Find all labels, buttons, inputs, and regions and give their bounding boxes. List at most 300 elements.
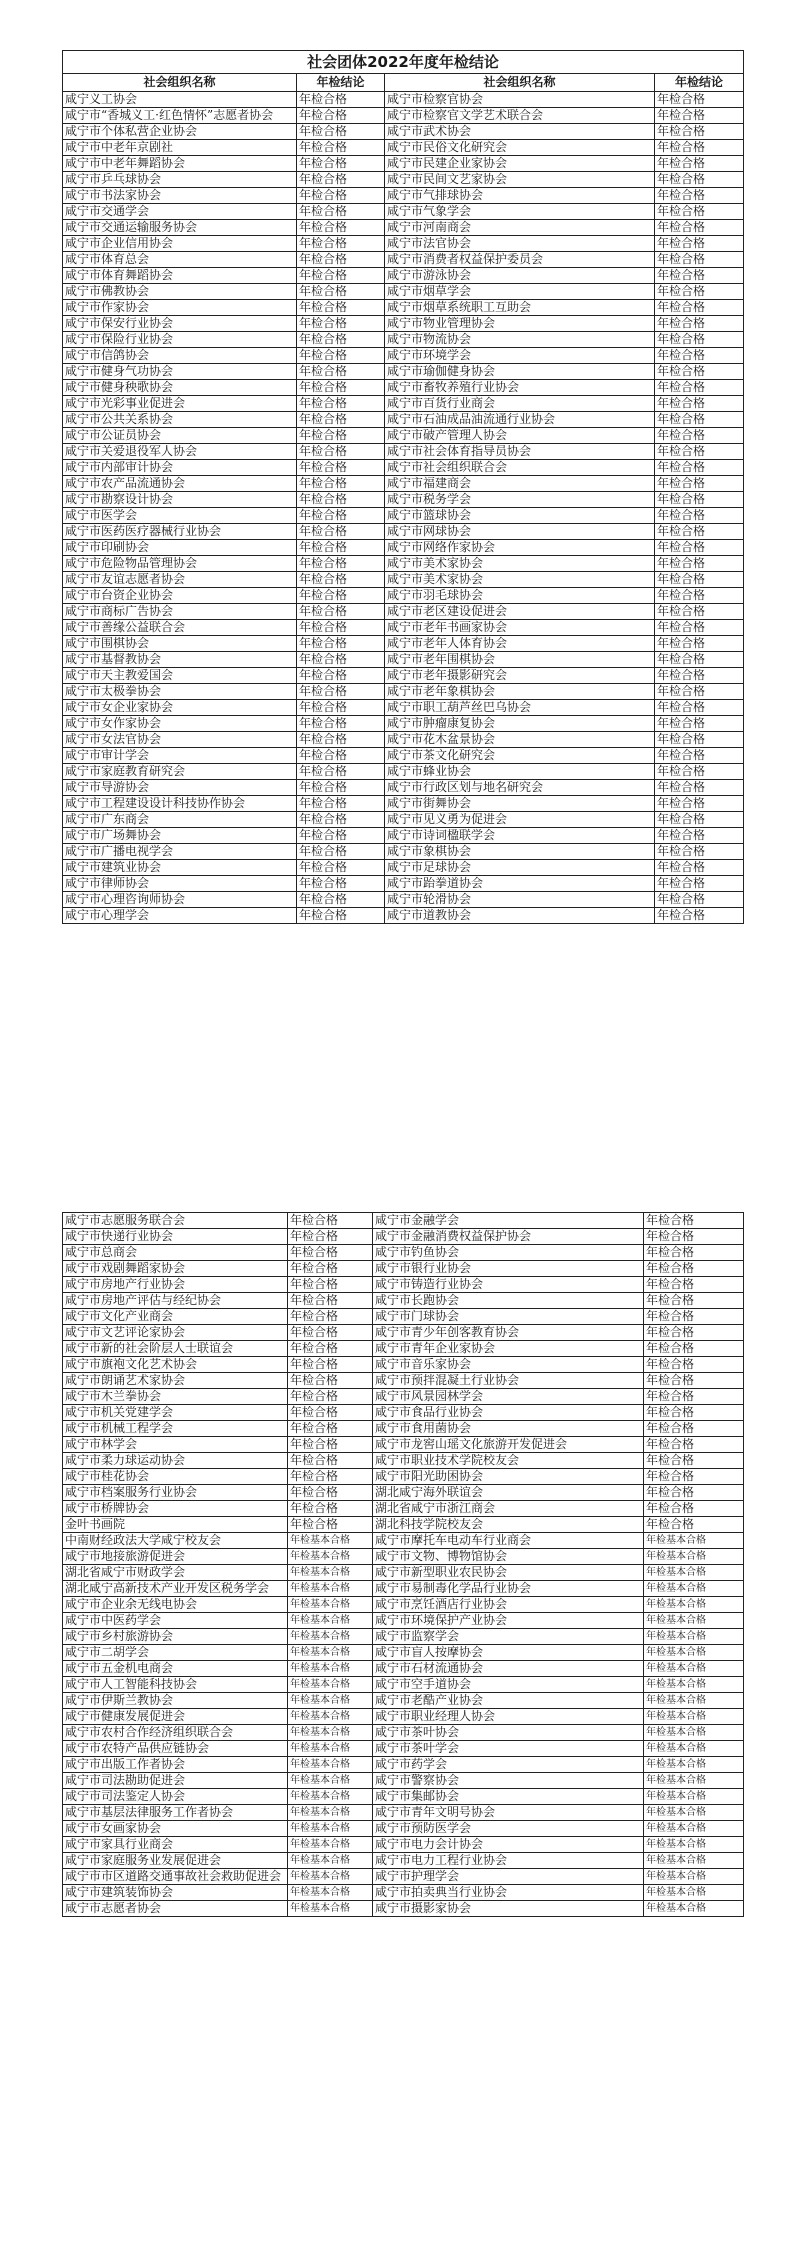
result-cell: 年检合格 xyxy=(655,492,744,508)
result-cell: 年检合格 xyxy=(288,1437,373,1453)
table-row xyxy=(63,1309,744,1325)
table-row xyxy=(63,1245,744,1261)
org-name-cell: 咸宁市检察官协会 xyxy=(385,92,655,108)
org-name-cell: 咸宁市房地产行业协会 xyxy=(63,1277,288,1293)
org-name-cell: 咸宁市社会组织联合会 xyxy=(385,460,655,476)
result-cell: 年检基本合格 xyxy=(644,1693,744,1709)
org-name-cell: 咸宁市食用菌协会 xyxy=(373,1421,644,1437)
result-cell: 年检合格 xyxy=(644,1501,744,1517)
annual-inspection-table-2 xyxy=(62,1212,744,1917)
result-cell: 年检合格 xyxy=(297,716,385,732)
table-row xyxy=(63,412,744,428)
table-row xyxy=(63,316,744,332)
table-row xyxy=(63,812,744,828)
table-row xyxy=(63,556,744,572)
result-cell: 年检合格 xyxy=(655,684,744,700)
result-cell: 年检合格 xyxy=(288,1341,373,1357)
result-cell: 年检合格 xyxy=(644,1229,744,1245)
table-row xyxy=(63,332,744,348)
org-name-cell: 咸宁市民间文艺家协会 xyxy=(385,172,655,188)
table-row xyxy=(63,1645,744,1661)
org-name-cell: 咸宁市老酷产业协会 xyxy=(373,1693,644,1709)
org-name-cell: 咸宁市木兰拳协会 xyxy=(63,1389,288,1405)
org-name-cell: 咸宁市总商会 xyxy=(63,1245,288,1261)
org-name-cell: 咸宁市文化产业商会 xyxy=(63,1309,288,1325)
result-cell: 年检合格 xyxy=(297,508,385,524)
table-row xyxy=(63,1709,744,1725)
result-cell: 年检合格 xyxy=(655,748,744,764)
result-cell: 年检基本合格 xyxy=(288,1741,373,1757)
org-name-cell: 咸宁市预防医学会 xyxy=(373,1821,644,1837)
result-cell: 年检基本合格 xyxy=(644,1597,744,1613)
table-row xyxy=(63,604,744,620)
result-cell: 年检合格 xyxy=(288,1309,373,1325)
org-name-cell: 咸宁市乡村旅游协会 xyxy=(63,1629,288,1645)
result-cell: 年检基本合格 xyxy=(288,1837,373,1853)
org-name-cell: 咸宁市朗诵艺术家协会 xyxy=(63,1373,288,1389)
org-name-cell: 咸宁市老年摄影研究会 xyxy=(385,668,655,684)
result-cell: 年检合格 xyxy=(655,412,744,428)
table-row xyxy=(63,780,744,796)
result-cell: 年检合格 xyxy=(297,364,385,380)
result-cell: 年检合格 xyxy=(655,796,744,812)
table-row xyxy=(63,1853,744,1869)
table-row xyxy=(63,492,744,508)
table-row xyxy=(63,1773,744,1789)
table-row xyxy=(63,1389,744,1405)
org-name-cell: 咸宁市家庭服务业发展促进会 xyxy=(63,1853,288,1869)
result-cell: 年检合格 xyxy=(655,668,744,684)
org-name-cell: 咸宁市石材流通协会 xyxy=(373,1661,644,1677)
org-name-cell: 咸宁市药学会 xyxy=(373,1757,644,1773)
org-name-cell: 咸宁市企业信用协会 xyxy=(63,236,297,252)
result-cell: 年检合格 xyxy=(655,556,744,572)
org-name-cell: 咸宁市家庭教育研究会 xyxy=(63,764,297,780)
org-name-cell: 咸宁市盲人按摩协会 xyxy=(373,1645,644,1661)
org-name-cell: 咸宁市瑜伽健身协会 xyxy=(385,364,655,380)
org-name-cell: 咸宁市警察协会 xyxy=(373,1773,644,1789)
org-name-cell: 咸宁市林学会 xyxy=(63,1437,288,1453)
org-name-cell: 咸宁市书法家协会 xyxy=(63,188,297,204)
org-name-cell: 咸宁市健身气功协会 xyxy=(63,364,297,380)
org-name-cell: 咸宁市中老年舞蹈协会 xyxy=(63,156,297,172)
org-name-cell: 咸宁市金融学会 xyxy=(373,1213,644,1229)
org-name-cell: 咸宁市社会体育指导员协会 xyxy=(385,444,655,460)
org-name-cell: 咸宁市农产品流通协会 xyxy=(63,476,297,492)
org-name-cell: 咸宁市电力工程行业协会 xyxy=(373,1853,644,1869)
table-row xyxy=(63,588,744,604)
org-name-cell: 咸宁市志愿服务联合会 xyxy=(63,1213,288,1229)
table-row xyxy=(63,1885,744,1901)
org-name-cell: 咸宁市食品行业协会 xyxy=(373,1405,644,1421)
result-cell: 年检合格 xyxy=(655,156,744,172)
result-cell: 年检基本合格 xyxy=(644,1677,744,1693)
org-name-cell: 咸宁市职业技术学院校友会 xyxy=(373,1453,644,1469)
org-name-cell: 咸宁市广东商会 xyxy=(63,812,297,828)
header-org-name: 社会组织名称 xyxy=(385,74,655,92)
org-name-cell: 咸宁市桥牌协会 xyxy=(63,1501,288,1517)
result-cell: 年检合格 xyxy=(297,124,385,140)
title-row xyxy=(63,51,744,74)
org-name-cell: 咸宁市铸造行业协会 xyxy=(373,1277,644,1293)
result-cell: 年检基本合格 xyxy=(644,1853,744,1869)
result-cell: 年检合格 xyxy=(297,236,385,252)
result-cell: 年检合格 xyxy=(297,332,385,348)
result-cell: 年检基本合格 xyxy=(644,1773,744,1789)
result-cell: 年检合格 xyxy=(297,892,385,908)
result-cell: 年检合格 xyxy=(655,92,744,108)
table-row xyxy=(63,140,744,156)
org-name-cell: 咸宁市茶叶协会 xyxy=(373,1725,644,1741)
result-cell: 年检合格 xyxy=(288,1357,373,1373)
table-row xyxy=(63,1485,744,1501)
result-cell: 年检合格 xyxy=(297,524,385,540)
result-cell: 年检基本合格 xyxy=(644,1869,744,1885)
org-name-cell: 咸宁市导游协会 xyxy=(63,780,297,796)
org-name-cell: 咸宁市保险行业协会 xyxy=(63,332,297,348)
result-cell: 年检合格 xyxy=(644,1293,744,1309)
org-name-cell: 咸宁市光彩事业促进会 xyxy=(63,396,297,412)
result-cell: 年检基本合格 xyxy=(288,1773,373,1789)
result-cell: 年检合格 xyxy=(288,1389,373,1405)
table-row xyxy=(63,188,744,204)
result-cell: 年检合格 xyxy=(655,540,744,556)
org-name-cell: 咸宁市出版工作者协会 xyxy=(63,1757,288,1773)
result-cell: 年检合格 xyxy=(655,396,744,412)
table-row xyxy=(63,396,744,412)
org-name-cell: 咸宁市机械工程学会 xyxy=(63,1421,288,1437)
header-result: 年检结论 xyxy=(297,74,385,92)
result-cell: 年检合格 xyxy=(655,844,744,860)
result-cell: 年检基本合格 xyxy=(644,1821,744,1837)
org-name-cell: 湖北咸宁海外联谊会 xyxy=(373,1485,644,1501)
org-name-cell: 咸宁市石油成品油流通行业协会 xyxy=(385,412,655,428)
table-row xyxy=(63,1549,744,1565)
result-cell: 年检合格 xyxy=(297,492,385,508)
org-name-cell: 咸宁市作家协会 xyxy=(63,300,297,316)
result-cell: 年检合格 xyxy=(297,428,385,444)
result-cell: 年检合格 xyxy=(297,620,385,636)
org-name-cell: 咸宁市民俗文化研究会 xyxy=(385,140,655,156)
org-name-cell: 咸宁市网球协会 xyxy=(385,524,655,540)
org-name-cell: 咸宁市跆拳道协会 xyxy=(385,876,655,892)
table-row xyxy=(63,1661,744,1677)
org-name-cell: 咸宁市新型职业农民协会 xyxy=(373,1565,644,1581)
table-row xyxy=(63,444,744,460)
org-name-cell: 咸宁市烹饪酒店行业协会 xyxy=(373,1597,644,1613)
result-cell: 年检合格 xyxy=(297,796,385,812)
result-cell: 年检基本合格 xyxy=(288,1533,373,1549)
result-cell: 年检合格 xyxy=(297,572,385,588)
org-name-cell: 咸宁市易制毒化学品行业协会 xyxy=(373,1581,644,1597)
table-row xyxy=(63,1453,744,1469)
org-name-cell: 咸宁市天主教爱国会 xyxy=(63,668,297,684)
result-cell: 年检合格 xyxy=(297,380,385,396)
result-cell: 年检合格 xyxy=(655,700,744,716)
result-cell: 年检合格 xyxy=(297,300,385,316)
org-name-cell: 咸宁市门球协会 xyxy=(373,1309,644,1325)
org-name-cell: 咸宁市茶文化研究会 xyxy=(385,748,655,764)
org-name-cell: 咸宁市新的社会阶层人士联谊会 xyxy=(63,1341,288,1357)
result-cell: 年检合格 xyxy=(297,684,385,700)
org-name-cell: 咸宁市福建商会 xyxy=(385,476,655,492)
result-cell: 年检基本合格 xyxy=(644,1837,744,1853)
table-row xyxy=(63,908,744,924)
result-cell: 年检基本合格 xyxy=(288,1613,373,1629)
result-cell: 年检合格 xyxy=(297,172,385,188)
result-cell: 年检合格 xyxy=(644,1341,744,1357)
org-name-cell: 咸宁市音乐家协会 xyxy=(373,1357,644,1373)
result-cell: 年检合格 xyxy=(655,188,744,204)
org-name-cell: 咸宁市阳光助困协会 xyxy=(373,1469,644,1485)
result-cell: 年检合格 xyxy=(644,1485,744,1501)
result-cell: 年检合格 xyxy=(297,636,385,652)
org-name-cell: 咸宁市交通运输服务协会 xyxy=(63,220,297,236)
org-name-cell: 咸宁市体育总会 xyxy=(63,252,297,268)
result-cell: 年检基本合格 xyxy=(644,1741,744,1757)
result-cell: 年检合格 xyxy=(655,204,744,220)
result-cell: 年检合格 xyxy=(644,1389,744,1405)
org-name-cell: 咸宁市医药医疗器械行业协会 xyxy=(63,524,297,540)
result-cell: 年检基本合格 xyxy=(644,1645,744,1661)
result-cell: 年检基本合格 xyxy=(288,1565,373,1581)
org-name-cell: 咸宁市女企业家协会 xyxy=(63,700,297,716)
result-cell: 年检合格 xyxy=(297,268,385,284)
table-row xyxy=(63,1405,744,1421)
result-cell: 年检合格 xyxy=(655,236,744,252)
result-cell: 年检合格 xyxy=(644,1277,744,1293)
result-cell: 年检基本合格 xyxy=(288,1597,373,1613)
result-cell: 年检合格 xyxy=(644,1245,744,1261)
result-cell: 年检合格 xyxy=(655,524,744,540)
table-row xyxy=(63,1373,744,1389)
table-row xyxy=(63,1469,744,1485)
result-cell: 年检基本合格 xyxy=(288,1885,373,1901)
org-name-cell: 咸宁市司法勘助促进会 xyxy=(63,1773,288,1789)
result-cell: 年检合格 xyxy=(288,1421,373,1437)
org-name-cell: 咸宁市建筑装饰协会 xyxy=(63,1885,288,1901)
result-cell: 年检合格 xyxy=(288,1469,373,1485)
result-cell: 年检合格 xyxy=(655,508,744,524)
org-name-cell: 咸宁市轮滑协会 xyxy=(385,892,655,908)
table-row xyxy=(63,236,744,252)
org-name-cell: 咸宁市桂花协会 xyxy=(63,1469,288,1485)
result-cell: 年检合格 xyxy=(297,476,385,492)
result-cell: 年检合格 xyxy=(297,588,385,604)
result-cell: 年检基本合格 xyxy=(644,1581,744,1597)
result-cell: 年检合格 xyxy=(655,476,744,492)
org-name-cell: 咸宁市摩托车电动车行业商会 xyxy=(373,1533,644,1549)
org-name-cell: 咸宁市烟草系统职工互助会 xyxy=(385,300,655,316)
org-name-cell: 咸宁市监察学会 xyxy=(373,1629,644,1645)
org-name-cell: 咸宁市旗袍文化艺术协会 xyxy=(63,1357,288,1373)
table-row xyxy=(63,1533,744,1549)
org-name-cell: 咸宁市篮球协会 xyxy=(385,508,655,524)
result-cell: 年检合格 xyxy=(644,1421,744,1437)
result-cell: 年检合格 xyxy=(655,364,744,380)
result-cell: 年检基本合格 xyxy=(288,1725,373,1741)
org-name-cell: 咸宁市钓鱼协会 xyxy=(373,1245,644,1261)
org-name-cell: 咸宁市物业管理协会 xyxy=(385,316,655,332)
table-row xyxy=(63,1229,744,1245)
org-name-cell: 咸宁市青年文明号协会 xyxy=(373,1805,644,1821)
result-cell: 年检基本合格 xyxy=(644,1629,744,1645)
org-name-cell: 咸宁市街舞协会 xyxy=(385,796,655,812)
org-name-cell: 咸宁市交通学会 xyxy=(63,204,297,220)
result-cell: 年检合格 xyxy=(655,428,744,444)
org-name-cell: 咸宁市税务学会 xyxy=(385,492,655,508)
org-name-cell: 咸宁市柔力球运动协会 xyxy=(63,1453,288,1469)
org-name-cell: 咸宁市医学会 xyxy=(63,508,297,524)
result-cell: 年检合格 xyxy=(655,268,744,284)
table-row xyxy=(63,1293,744,1309)
result-cell: 年检合格 xyxy=(297,204,385,220)
org-name-cell: 咸宁市体育舞蹈协会 xyxy=(63,268,297,284)
org-name-cell: 咸宁市预拌混凝土行业协会 xyxy=(373,1373,644,1389)
org-name-cell: 咸宁市老区建设促进会 xyxy=(385,604,655,620)
table-row xyxy=(63,108,744,124)
org-name-cell: 咸宁市烟草学会 xyxy=(385,284,655,300)
result-cell: 年检合格 xyxy=(655,652,744,668)
table-row xyxy=(63,1725,744,1741)
table-row xyxy=(63,764,744,780)
table-row xyxy=(63,364,744,380)
table-row xyxy=(63,1869,744,1885)
result-cell: 年检合格 xyxy=(297,540,385,556)
org-name-cell: 咸宁市美术家协会 xyxy=(385,572,655,588)
result-cell: 年检合格 xyxy=(644,1325,744,1341)
result-cell: 年检合格 xyxy=(297,604,385,620)
org-name-cell: 咸宁市青少年创客教育协会 xyxy=(373,1325,644,1341)
header-row xyxy=(63,74,744,92)
table-row xyxy=(63,668,744,684)
result-cell: 年检合格 xyxy=(288,1293,373,1309)
org-name-cell: 咸宁市广播电视学会 xyxy=(63,844,297,860)
org-name-cell: 咸宁市人工智能科技协会 xyxy=(63,1677,288,1693)
org-name-cell: 咸宁市个体私营企业协会 xyxy=(63,124,297,140)
table-row xyxy=(63,268,744,284)
result-cell: 年检合格 xyxy=(297,188,385,204)
org-name-cell: 咸宁市农村合作经济组织联合会 xyxy=(63,1725,288,1741)
annual-inspection-table-1 xyxy=(62,50,744,924)
table-row xyxy=(63,92,744,108)
result-cell: 年检基本合格 xyxy=(644,1613,744,1629)
org-name-cell: 咸宁市气象学会 xyxy=(385,204,655,220)
header-org-name: 社会组织名称 xyxy=(63,74,297,92)
table-row xyxy=(63,1437,744,1453)
result-cell: 年检合格 xyxy=(655,764,744,780)
org-name-cell: 咸宁市美术家协会 xyxy=(385,556,655,572)
table-row xyxy=(63,220,744,236)
result-cell: 年检合格 xyxy=(288,1405,373,1421)
table-row xyxy=(63,172,744,188)
result-cell: 年检合格 xyxy=(644,1437,744,1453)
table-row xyxy=(63,380,744,396)
result-cell: 年检合格 xyxy=(655,172,744,188)
table-row xyxy=(63,476,744,492)
result-cell: 年检合格 xyxy=(297,876,385,892)
table-row xyxy=(63,156,744,172)
org-name-cell: 咸宁市广场舞协会 xyxy=(63,828,297,844)
org-name-cell: 咸宁市银行业协会 xyxy=(373,1261,644,1277)
result-cell: 年检合格 xyxy=(297,860,385,876)
org-name-cell: 咸宁市五金机电商会 xyxy=(63,1661,288,1677)
org-name-cell: 咸宁市民建企业家协会 xyxy=(385,156,655,172)
result-cell: 年检合格 xyxy=(655,732,744,748)
table-row xyxy=(63,1741,744,1757)
org-name-cell: 咸宁市空手道协会 xyxy=(373,1677,644,1693)
org-name-cell: 咸宁市游泳协会 xyxy=(385,268,655,284)
org-name-cell: 咸宁市公共关系协会 xyxy=(63,412,297,428)
result-cell: 年检合格 xyxy=(288,1453,373,1469)
org-name-cell: 咸宁市文艺评论家协会 xyxy=(63,1325,288,1341)
table-row xyxy=(63,1757,744,1773)
result-cell: 年检合格 xyxy=(644,1517,744,1533)
org-name-cell: 咸宁市伊斯兰教协会 xyxy=(63,1693,288,1709)
result-cell: 年检基本合格 xyxy=(288,1661,373,1677)
result-cell: 年检基本合格 xyxy=(288,1757,373,1773)
org-name-cell: 咸宁市见义勇为促进会 xyxy=(385,812,655,828)
result-cell: 年检合格 xyxy=(655,636,744,652)
org-name-cell: 咸宁市基督教协会 xyxy=(63,652,297,668)
table-row xyxy=(63,124,744,140)
org-name-cell: 咸宁市太极拳协会 xyxy=(63,684,297,700)
table-row xyxy=(63,1613,744,1629)
result-cell: 年检合格 xyxy=(297,252,385,268)
table-row xyxy=(63,892,744,908)
org-name-cell: 咸宁市龙窖山瑶文化旅游开发促进会 xyxy=(373,1437,644,1453)
result-cell: 年检合格 xyxy=(288,1517,373,1533)
table-row xyxy=(63,1357,744,1373)
table-row xyxy=(63,652,744,668)
org-name-cell: 咸宁市职业经理人协会 xyxy=(373,1709,644,1725)
org-name-cell: 咸宁市摄影家协会 xyxy=(373,1901,644,1917)
result-cell: 年检合格 xyxy=(297,556,385,572)
result-cell: 年检合格 xyxy=(655,380,744,396)
table-row xyxy=(63,796,744,812)
table-row xyxy=(63,684,744,700)
result-cell: 年检合格 xyxy=(655,572,744,588)
table-row xyxy=(63,1805,744,1821)
result-cell: 年检合格 xyxy=(644,1469,744,1485)
result-cell: 年检基本合格 xyxy=(288,1805,373,1821)
result-cell: 年检合格 xyxy=(655,780,744,796)
org-name-cell: 咸宁市地接旅游促进会 xyxy=(63,1549,288,1565)
org-name-cell: 咸宁市河南商会 xyxy=(385,220,655,236)
org-name-cell: 咸宁市环境学会 xyxy=(385,348,655,364)
table-row xyxy=(63,828,744,844)
org-name-cell: 咸宁市电力会计协会 xyxy=(373,1837,644,1853)
result-cell: 年检基本合格 xyxy=(644,1757,744,1773)
result-cell: 年检基本合格 xyxy=(288,1549,373,1565)
table-row xyxy=(63,1629,744,1645)
result-cell: 年检合格 xyxy=(655,812,744,828)
org-name-cell: 湖北省咸宁市财政学会 xyxy=(63,1565,288,1581)
result-cell: 年检合格 xyxy=(655,220,744,236)
result-cell: 年检合格 xyxy=(644,1357,744,1373)
org-name-cell: 咸宁市文物、博物馆协会 xyxy=(373,1549,644,1565)
result-cell: 年检合格 xyxy=(297,412,385,428)
table-row xyxy=(63,1581,744,1597)
org-name-cell: 咸宁市建筑业协会 xyxy=(63,860,297,876)
org-name-cell: 咸宁市印刷协会 xyxy=(63,540,297,556)
org-name-cell: 湖北咸宁高新技术产业开发区税务学会 xyxy=(63,1581,288,1597)
org-name-cell: 咸宁市工程建设设计科技协作协会 xyxy=(63,796,297,812)
result-cell: 年检合格 xyxy=(297,444,385,460)
table-row xyxy=(63,1837,744,1853)
org-name-cell: 咸宁市机关党建学会 xyxy=(63,1405,288,1421)
org-name-cell: 咸宁市女法官协会 xyxy=(63,732,297,748)
